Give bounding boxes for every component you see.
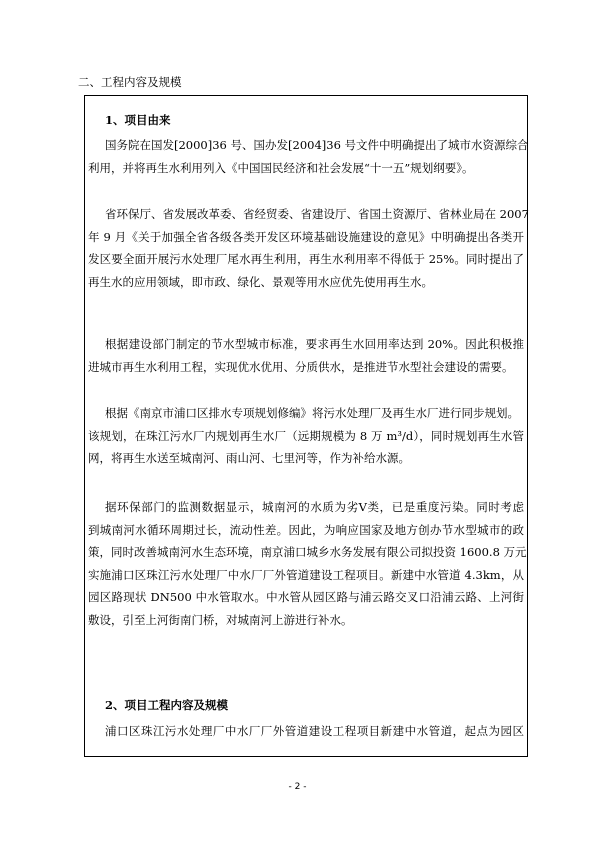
paragraph-monitoring-data bbox=[88, 496, 527, 631]
paragraph-line: 到城南河水循环周期过长，流动性差。因此，为响应国家及地方创办节水型城市的政 bbox=[88, 522, 524, 537]
paragraph-line: 浦口区珠江污水处理厂中水厂厂外管道建设工程项目新建中水管道，起点为园区 bbox=[105, 724, 524, 738]
paragraph-national-policy bbox=[88, 134, 529, 179]
paragraph-drainage-plan bbox=[88, 402, 524, 470]
paragraph-scope bbox=[88, 720, 524, 743]
paragraph-provincial-opinion bbox=[88, 203, 529, 293]
paragraph-water-saving-standard bbox=[88, 333, 524, 378]
paragraph-line: 发区要全面开展污水处理厂尾水再生利用，再生水利用率不得低于 25%。同时提出了 bbox=[88, 252, 524, 266]
subsection-heading-scope: 2、项目工程内容及规模 bbox=[105, 698, 229, 712]
paragraph-line: 策，同时改善城南河水生态环境，南京浦口城乡水务发展有限公司拟投资 1600.8 万元 bbox=[88, 545, 527, 559]
page-number: - 2 - bbox=[288, 782, 307, 792]
paragraph-line: 年 9 月《关于加强全省各级各类开发区环境基础设施建设的意见》中明确提出各类开 bbox=[88, 229, 524, 244]
paragraph-line: 根据建设部门制定的节水型城市标准，要求再生水回用率达到 20%。因此积极推 bbox=[105, 337, 524, 351]
paragraph-line: 进城市再生水利用工程，实现优水优用、分质供水，是推进节水型社会建设的需要。 bbox=[88, 359, 514, 374]
paragraph-line: 敷设，引至上河街南门桥，对城南河上游进行补水。 bbox=[88, 612, 353, 627]
paragraph-line: 据环保部门的监测数据显示，城南河的水质为劣Ⅴ类，已是重度污染。同时考虑 bbox=[105, 500, 524, 514]
paragraph-line: 根据《南京市浦口区排水专项规划修编》将污水处理厂及再生水厂进行同步规划。 bbox=[105, 406, 519, 420]
paragraph-line: 省环保厅、省发展改革委、省经贸委、省建设厅、省国土资源厅、省林业局在 2007 bbox=[105, 207, 529, 221]
paragraph-line: 该规划，在珠江污水厂内规划再生水厂（远期规模为 8 万 m³/d），同时规划再生水管 bbox=[88, 428, 524, 443]
paragraph-line: 实施浦口区珠江污水处理厂中水厂厂外管道建设工程项目。新建中水管道 4.3km，从 bbox=[88, 567, 524, 582]
paragraph-line: 国务院在国发[2000]36 号、国办发[2004]36 号文件中明确提出了城市水资源综合 bbox=[105, 138, 529, 152]
paragraph-line: 利用，并将再生水利用列入《中国国民经济和社会发展“十一五”规划纲要》。 bbox=[88, 160, 474, 175]
subsection-heading-origin: 1、项目由来 bbox=[105, 113, 171, 127]
paragraph-line: 网，将再生水送至城南河、雨山河、七里河等，作为补给水源。 bbox=[88, 451, 410, 465]
paragraph-line: 再生水的应用领域，即市政、绿化、景观等用水应优先使用再生水。 bbox=[88, 274, 433, 289]
section-heading: 二、工程内容及规模 bbox=[78, 75, 182, 89]
paragraph-line: 园区路现状 DN500 中水管取水。中水管从园区路与浦云路交叉口沿浦云路、上河街 bbox=[88, 590, 524, 604]
